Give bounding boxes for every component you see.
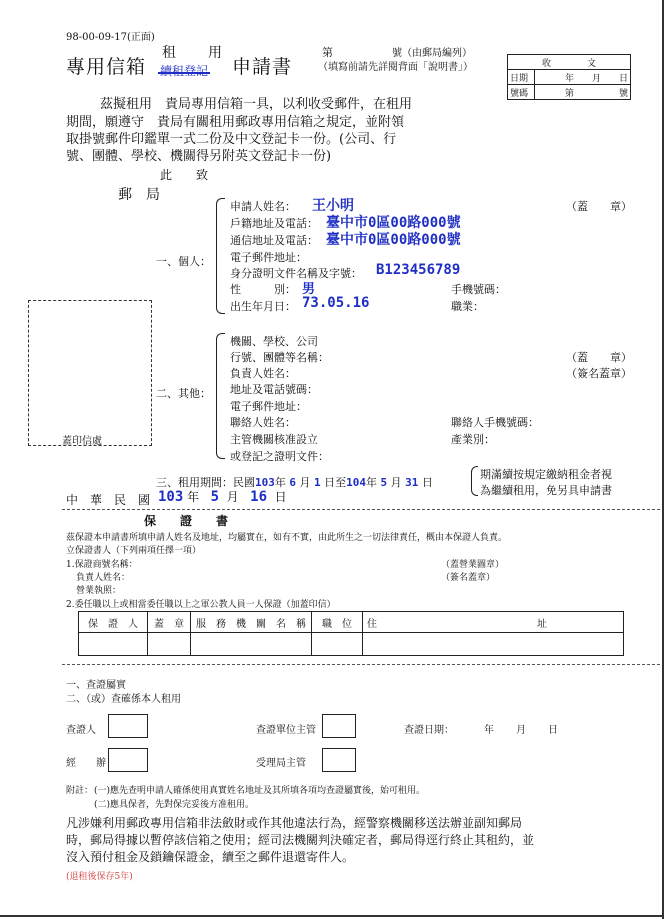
rental-note-line-1: 期滿續按規定繳納租金者視 [480,468,612,481]
number-note: （填寫前請先詳閱背面「說明書」） [318,62,473,73]
guarantor-official-label: 2.委任職以上或相當委任職以上之軍公教人員一人保證（加蓋印信） [66,600,336,610]
office-num-value: 第 號 [535,85,631,100]
note-1: (一)應先查明申請人確係使用真實姓名地址及其所填各項均查證屬實後，始可租用。 [94,786,426,796]
intro-line-2: 期間，願遵守 貴局有關租用郵政專用信箱之規定，並附領 [66,115,405,130]
office-box-head: 收 文 [508,55,631,70]
check-day: 日 [548,725,558,736]
guarantor-rep-seal: （簽名蓋章） [441,573,496,583]
rental-period-label: 三、租用期間：民國 [156,476,255,489]
other-section-label: 二、其他： [156,387,211,400]
checker-label: 查證人 [66,725,96,736]
rental-end-year: 104 [346,476,366,489]
org-address-label: 地址及電話號碼： [230,383,318,396]
individual-brace [216,198,225,314]
col-guarantor: 保 證 人 [79,612,148,633]
note-2: (二)應具保者，先對保完妥後方准租用。 [94,800,255,810]
unit-head-box[interactable] [322,714,356,738]
col-position: 職 位 [312,612,363,633]
unit-head-label: 查證單位主管 [256,725,316,736]
col-address: 住 址 [363,612,624,633]
separator-1 [62,509,660,510]
rental-note-line-2: 為繼續租用，免另具申請書 [480,484,612,497]
guarantee-line-1: 茲保證本申請書所填申請人姓名及地址，均屬實在，如有不實，由此所生之一切法律責任，概由本保證人負責。 [66,533,508,543]
date-day-label: 日 [274,490,287,504]
separator-2 [62,664,660,665]
rental-start-day: 1 [314,476,321,489]
household-address-value: 臺中市0區00路000號 [326,215,461,231]
page-border-bottom [0,915,664,917]
intro-line-1: 茲擬租用 貴局專用信箱一具，以利收受郵件，在租用 [100,97,413,112]
date-year-value: 103 [158,489,184,505]
rental-year-1: 年 [274,476,286,489]
gender-value: 男 [302,282,316,297]
guarantor-position-cell[interactable] [312,633,363,656]
intro-office: 郵 局 [118,187,160,203]
guarantor-row [79,633,624,656]
email-label: 電子郵件地址： [230,251,307,264]
id-document-label: 身分證明文件名稱及字號： [230,267,362,280]
checker-box[interactable] [108,714,148,738]
title-use: 用 [208,45,222,61]
guarantor-company-seal: （蓋營業圖章） [441,560,505,570]
org-email-label: 電子郵件地址： [230,400,307,413]
title-struck-text: 續租登記 [160,64,209,78]
check-date-label: 查證日期： [404,725,454,736]
seal-area-label: 蓋印信處 [62,436,102,447]
col-agency: 服 務 機 關 名 稱 [191,612,312,633]
rental-to: 至 [335,476,347,489]
intro-line-3: 取掛號郵件印鑑單一式二份及中文登記卡一份。(公司、行 [66,132,397,147]
rep-seal-label: （簽名蓋章） [566,367,632,380]
rental-note-brace [471,466,478,496]
check-month: 月 [516,725,526,736]
applicant-seal-label: （蓋 章） [566,200,632,213]
office-num-label: 號碼 [508,85,535,100]
rental-end-month: 5 [380,476,388,489]
guarantor-address-cell[interactable] [363,633,624,656]
intro-to: 此 致 [160,168,209,182]
applicant-name-value: 王小明 [312,198,354,214]
industry-label: 產業別： [451,433,495,446]
footer-line-3: 沒入預付租金及鎖鑰保證金，續至之郵件退還寄件人。 [66,850,355,864]
id-document-value: B123456789 [376,262,461,278]
office-head-box[interactable] [322,748,356,772]
roc-date-label: 中 華 民 國 [66,493,151,507]
check-year: 年 [484,725,494,736]
intro-line-4: 號、團體、學校、機關得另附英文登記卡一份) [66,149,332,164]
mailing-address-value: 臺中市0區00路000號 [326,232,461,248]
title-right: 申請書 [232,56,293,78]
handler-label: 經 辦 [66,758,106,769]
guarantor-seal-cell[interactable] [148,633,191,656]
guarantee-title: 保 證 書 [144,514,229,528]
contact-mobile-label: 聯絡人手機號碼： [451,416,539,429]
org-seal-label: （蓋 章） [566,351,632,364]
rental-start-year: 103 [255,476,275,489]
rental-end-day: 31 [405,476,419,489]
registration-cert-label: 或登記之證明文件： [230,450,329,463]
mobile-label: 手機號碼： [451,283,506,296]
office-date-value: 年 月 日 [535,70,631,85]
approval-label: 主管機關核准設立 [230,433,318,446]
verify-line-2: 二、（或）查確係本人租用 [66,694,181,705]
guarantee-line-2: 立保證書人（下列兩項任擇一項） [66,546,202,556]
rental-month-2: 月 [390,476,402,489]
date-day-value: 16 [250,489,267,505]
application-date-row [158,488,287,505]
number-label: 第 [322,46,333,59]
date-month-value: 5 [210,489,220,505]
form-code: 98-00-09-17(正面) [66,32,155,43]
footer-line-2: 時，郵局得據以暫停該信箱之使用；經司法機關判決確定者，郵局得逕行終止其租約，並 [66,833,535,847]
footer-line-1: 凡涉嫌利用郵政專用信箱非法斂財或作其他違法行為，經警察機關移送法辦並副知郵局 [66,816,523,830]
applicant-name-label: 申請人姓名： [230,200,296,213]
guarantor-cell[interactable] [79,633,148,656]
guarantor-company-label: 1.保證商號名稱： [66,560,138,570]
seal-area [28,300,152,446]
rental-year-2: 年 [366,476,377,489]
date-year-label: 年 [187,490,200,504]
org-line-1: 機關、學校、公司 [230,335,318,348]
guarantor-table [78,611,624,656]
page-border-right [662,0,664,919]
office-receipt-box [507,54,631,100]
other-brace [216,333,225,459]
retention-note: (退租後保存5年) [66,872,133,882]
rep-name-label: 負責人姓名： [230,367,296,380]
individual-section-label: 一、個人： [156,255,211,268]
mailing-address-label: 通信地址及電話： [230,234,318,247]
contact-name-label: 聯絡人姓名： [230,416,296,429]
office-date-label: 日期 [508,70,535,85]
gender-label: 性 別： [230,283,296,296]
guarantor-rep-label: 負責人姓名： [76,573,131,583]
col-seal: 蓋 章 [148,612,191,633]
verify-line-1: 一、查證屬實 [66,680,126,691]
rental-month-1: 月 [299,476,311,489]
guarantor-license-label: 營業執照： [76,586,122,596]
title-left: 專用信箱 [66,56,147,78]
notes-label: 附註： [66,786,94,796]
handler-box[interactable] [108,748,148,772]
occupation-label: 職業： [451,300,484,313]
org-name-label: 行號、團體等名稱： [230,351,329,364]
title-rent: 租 [162,45,176,61]
household-address-label: 戶籍地址及電話： [230,217,318,230]
number-suffix: 號（由郵局編列） [392,48,472,59]
rental-day-1: 日 [324,476,336,489]
rental-day-2: 日 [421,476,433,489]
birth-date-label: 出生年月日： [230,300,296,313]
guarantor-agency-cell[interactable] [191,633,312,656]
office-head-label: 受理局主管 [256,758,306,769]
rental-start-month: 6 [289,476,296,489]
birth-date-value: 73.05.16 [302,295,370,311]
date-month-label: 月 [226,490,239,504]
